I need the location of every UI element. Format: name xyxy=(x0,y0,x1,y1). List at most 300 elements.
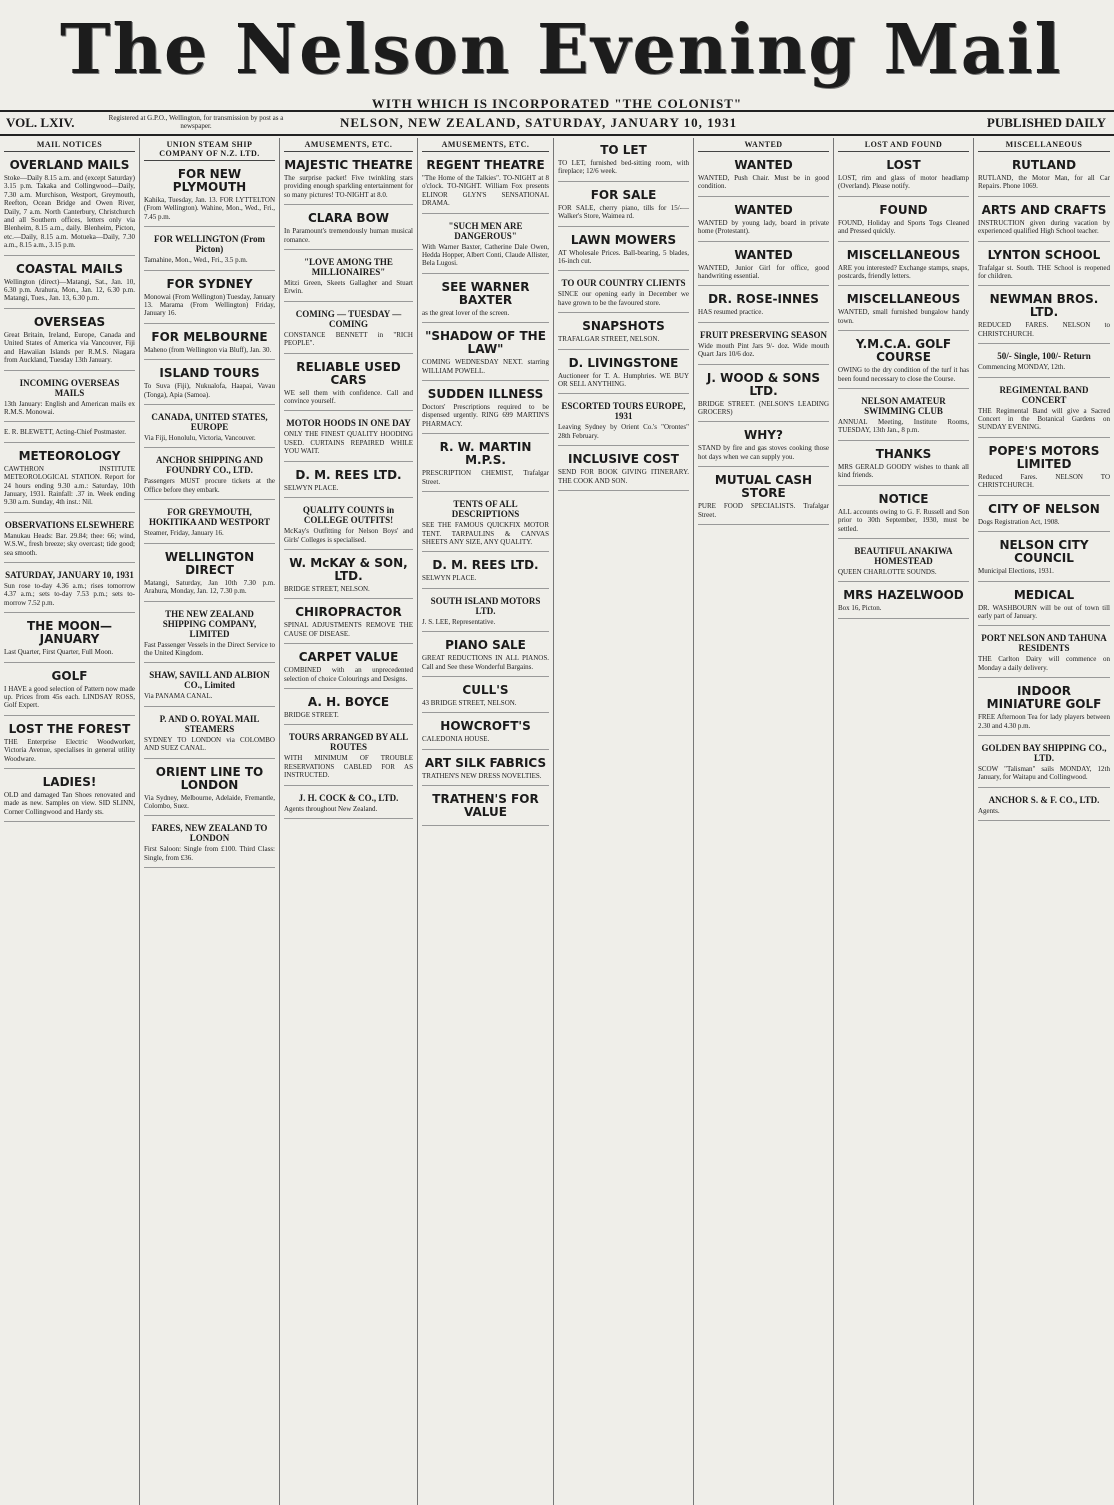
advertisement-heading: MISCELLANEOUS xyxy=(846,247,961,262)
advertisement-body: BRIDGE STREET, NELSON. xyxy=(284,584,370,593)
column-classifieds xyxy=(554,138,694,1505)
advertisement-heading: SNAPSHOTS xyxy=(582,319,665,334)
advertisement-heading: J. H. COCK & CO., LTD. xyxy=(298,792,399,803)
advertisement-body: COMBINED with an unprecedented selection of choice Colourings and Designs. xyxy=(284,666,413,683)
advertisement-body: Tamahine, Mon., Wed., Fri., 3.5 p.m. xyxy=(144,256,248,265)
advertisement xyxy=(422,384,549,434)
advertisement-heading: OVERLAND MAILS xyxy=(9,158,130,172)
advertisement-heading: A. H. BOYCE xyxy=(307,694,390,709)
advertisement-body: To Suva (Fiji), Nukualofa, Haapai, Vavau (Tonga), Apia (Samoa). xyxy=(144,382,275,399)
advertisement-heading: INCLUSIVE COST xyxy=(568,452,679,467)
masthead-subtitle: WITH WHICH IS INCORPORATED "THE COLONIST" xyxy=(371,96,743,111)
advertisement-body: In Paramount's tremendously human musical romance. xyxy=(284,227,413,244)
advertisement-body: Monowai (From Wellington) Tuesday, January 13. Marama (From Wellington) Friday, January 16. xyxy=(144,292,275,318)
advertisement xyxy=(698,326,829,365)
advertisement-body: DR. WASHBOURN will be out of town till early part of January. xyxy=(978,603,1110,620)
advertisement-heading: GOLDEN BAY SHIPPING CO., LTD. xyxy=(981,742,1107,763)
advertisement-body: Leaving Sydney by Orient Co.'s "Orontes" 28th February. xyxy=(558,423,689,440)
advertisement-body: THE Enterprise Electric Woodworker, Victoria Avenue, specialises in general utility Woodware. xyxy=(4,737,135,763)
advertisement-body: Via PANAMA CANAL. xyxy=(144,692,213,701)
advertisement xyxy=(144,164,275,227)
advertisement xyxy=(978,499,1110,532)
advertisement xyxy=(422,437,549,492)
advertisement xyxy=(838,200,969,242)
advertisement xyxy=(558,397,689,446)
column-lost-found xyxy=(834,138,974,1505)
advertisement-body: PRESCRIPTION CHEMIST, Trafalgar Street. xyxy=(422,469,549,486)
advertisement-heading: MAJESTIC THEATRE xyxy=(284,158,413,172)
advertisement-heading: DR. ROSE-INNES xyxy=(708,292,819,307)
advertisement-heading: COASTAL MAILS xyxy=(16,261,123,276)
advertisement xyxy=(422,495,549,552)
advertisement xyxy=(4,374,135,423)
advertisement-heading: "SHADOW OF THE LAW" xyxy=(425,329,546,357)
masthead xyxy=(0,0,1114,140)
advertisement xyxy=(838,392,969,441)
advertisement xyxy=(558,140,689,182)
advertisement-heading: TENTS OF ALL DESCRIPTIONS xyxy=(451,499,520,520)
advertisement xyxy=(558,230,689,272)
dateline-bar xyxy=(0,110,1114,136)
advertisement-body: E. R. BLEWETT, Acting-Chief Postmaster. xyxy=(4,428,126,437)
advertisement-heading: NELSON AMATEUR SWIMMING CLUB xyxy=(861,396,946,417)
column-header: MISCELLANEOUS xyxy=(978,140,1110,152)
registration-note: Registered at G.P.O., Wellington, for transmission by post as a newspaper. xyxy=(108,114,284,130)
published-daily: PUBLISHED DAILY xyxy=(986,115,1106,130)
advertisement-body: ONLY THE FINEST QUALITY HOODING USED. CURTAINS REPAIRED WHILE YOU WAIT. xyxy=(284,430,413,456)
advertisement xyxy=(698,245,829,287)
advertisement-heading: FOR WELLINGTON (From Picton) xyxy=(153,234,265,255)
advertisement xyxy=(284,208,413,250)
advertisement-body: THE Carlton Dairy will commence on Monday a daily delivery. xyxy=(978,655,1110,672)
advertisement-body: Via Fiji, Honolulu, Victoria, Vancouver. xyxy=(144,434,256,443)
advertisement xyxy=(284,553,413,599)
advertisement-body: Agents throughout New Zealand. xyxy=(284,804,378,813)
advertisement-heading: MEDICAL xyxy=(1013,587,1075,602)
advertisement xyxy=(838,444,969,486)
advertisement-heading: ESCORTED TOURS EUROPE, 1931 xyxy=(561,401,686,422)
advertisement xyxy=(978,585,1110,627)
advertisement xyxy=(4,259,135,309)
advertisement-heading: FOR SALE xyxy=(590,187,657,202)
advertisement-body: MRS GERALD GOODY wishes to thank all kind friends. xyxy=(838,462,969,480)
advertisement-body: FOUND, Holiday and Sports Togs Cleaned and Pressed quickly. xyxy=(838,218,969,236)
advertisement xyxy=(284,789,413,819)
advertisement xyxy=(144,327,275,360)
advertisement-body: ANNUAL Meeting, Institute Rooms, TUESDAY, 13th Jan., 8 p.m. xyxy=(838,418,969,435)
advertisement xyxy=(144,451,275,500)
advertisement xyxy=(4,312,135,371)
advertisement-heading: PORT NELSON AND TAHUNA RESIDENTS xyxy=(981,633,1107,654)
advertisement xyxy=(4,719,135,769)
advertisement-heading: CLARA BOW xyxy=(307,211,390,226)
advertisement xyxy=(144,363,275,405)
advertisement-body: SELWYN PLACE. xyxy=(422,574,477,583)
advertisement-body: Manukau Heads: Bar. 29.84; thee: 66; wind, W.S.W., fresh breeze; sky overcast; tide good; sea smooth. xyxy=(4,531,135,557)
advertisement-body: PURE FOOD SPECIALISTS. Trafalgar Street. xyxy=(698,502,829,519)
advertisement xyxy=(978,381,1110,438)
advertisement-body: Sun rose to-day 4.36 a.m.; rises tomorrow 4.37 a.m.; sets to-day 7.53 p.m.; sets to-morrow 7.52 p.m. xyxy=(4,581,135,607)
advertisement xyxy=(422,753,549,786)
advertisement xyxy=(4,425,135,442)
advertisement-body: as the great lover of the screen. xyxy=(422,308,510,317)
column-header: MAIL NOTICES xyxy=(4,140,135,152)
advertisement-body: CAWTHRON INSTITUTE METEOROLOGICAL STATION. Report for 24 hours ending 9.30 a.m.: Saturday, 10th January, 1931. Rainfall: .37 in. Week ending 9.30 a.m. Sunday, 4th inst.: Nil. xyxy=(4,464,135,507)
advertisement-heading: WANTED xyxy=(734,202,793,217)
advertisement xyxy=(284,501,413,550)
advertisement-heading: LOST THE FOREST xyxy=(8,721,131,736)
advertisement-heading: 50/- Single, 100/- Return xyxy=(997,351,1091,362)
newspaper-title: The Nelson Evening Mail xyxy=(60,10,1063,90)
advertisement xyxy=(284,253,413,302)
advertisement-body: I HAVE a good selection of Pattern now made up. Prices from 45s each. LINDSAY ROSS, Golf Expert. xyxy=(4,684,135,710)
advertisement-heading: ORIENT LINE TO LONDON xyxy=(155,764,264,792)
advertisement-body: TRATHEN'S NEW DRESS NOVELTIES. xyxy=(422,771,542,780)
advertisement-body: WE sell them with confidence. Call and convince yourself. xyxy=(284,388,413,406)
advertisement-heading: ANCHOR S. & F. CO., LTD. xyxy=(988,794,1100,805)
advertisement-heading: CARPET VALUE xyxy=(298,650,399,665)
advertisement xyxy=(4,516,135,563)
advertisement-heading: CULL'S xyxy=(462,682,509,697)
advertisement-body: Reduced Fares. NELSON TO CHRISTCHURCH. xyxy=(978,472,1110,490)
column-mail-notices xyxy=(0,138,140,1505)
column-shipping xyxy=(140,138,280,1505)
advertisement xyxy=(422,592,549,632)
advertisement xyxy=(558,353,689,395)
advertisement-heading: J. WOOD & SONS LTD. xyxy=(706,370,821,398)
advertisement-heading: Y.M.C.A. GOLF COURSE xyxy=(855,337,952,365)
advertisement-heading: CANADA, UNITED STATES, EUROPE xyxy=(151,412,268,433)
advertisement xyxy=(558,316,689,349)
advertisement-heading: REGIMENTAL BAND CONCERT xyxy=(999,384,1089,405)
advertisement xyxy=(144,408,275,448)
advertisement-body: SYDNEY TO LONDON via COLOMBO AND SUEZ CANAL. xyxy=(144,735,275,753)
advertisement xyxy=(4,772,135,822)
advertisement xyxy=(284,602,413,644)
advertisement-body: STAND by fire and gas stoves cooking those hot days when we can supply you. xyxy=(698,444,829,461)
advertisement-body: TO LET, furnished bed-sitting room, with fireplace; 12/6 week. xyxy=(558,159,689,176)
advertisement-heading: FRUIT PRESERVING SEASON xyxy=(699,329,828,340)
advertisement-body: HAS resumed practice. xyxy=(698,308,764,317)
advertisement-heading: THE MOON—JANUARY xyxy=(27,619,112,647)
advertisement-body: ARE you interested? Exchange stamps, snaps, postcards, friendly letters. xyxy=(838,263,969,281)
advertisement xyxy=(978,289,1110,344)
advertisement-body: 13th January: English and American mails ex R.M.S. Monowai. xyxy=(4,399,135,416)
advertisement-heading: INDOOR MINIATURE GOLF xyxy=(986,684,1102,712)
advertisement xyxy=(144,503,275,543)
advertisement xyxy=(558,274,689,313)
advertisement-body: BRIDGE STREET. (NELSON'S LEADING GROCERS) xyxy=(698,399,829,417)
advertisement-body: Dogs Registration Act, 1908. xyxy=(978,517,1060,526)
advertisement-body: Kahika, Tuesday, Jan. 13. FOR LYTTELTON (From Wellington). Wahine, Mon., Wed., Fri., 7.45 p.m. xyxy=(144,196,275,221)
advertisement-heading: TO OUR COUNTRY CLIENTS xyxy=(561,278,686,289)
advertisement-heading: HOWCROFT'S xyxy=(440,719,531,734)
advertisement-heading: NEWMAN BROS. LTD. xyxy=(989,292,1099,320)
advertisement xyxy=(4,616,135,662)
column-area xyxy=(0,138,1114,1505)
advertisement-heading: OVERSEAS xyxy=(33,314,106,329)
advertisement-body: TRAFALGAR STREET, NELSON. xyxy=(558,335,660,344)
advertisement-body: REDUCED FARES. NELSON to CHRISTCHURCH. xyxy=(978,321,1110,338)
advertisement-body: With Warner Baxter, Catherine Dale Owen, Hedda Hopper, Albert Conti, Claude Allister, Bela Lugosi. xyxy=(422,242,549,268)
advertisement xyxy=(422,555,549,588)
advertisement xyxy=(698,470,829,525)
advertisement xyxy=(284,305,413,354)
advertisement-body: Steamer, Friday, January 16. xyxy=(144,529,224,538)
advertisement xyxy=(698,200,829,242)
advertisement-heading: FOUND xyxy=(879,202,928,217)
issue-date: NELSON, NEW ZEALAND, SATURDAY, JANUARY 10, 1931 xyxy=(340,115,738,130)
advertisement xyxy=(4,155,135,256)
advertisement-body: The surprise packet! Five twinkling stars providing enough sparkling entertainment for so many pictures! TO-NIGHT at 8.0. xyxy=(284,174,413,199)
advertisement-body: J. S. LEE, Representative. xyxy=(422,617,496,626)
advertisement-heading: SATURDAY, JANUARY 10, 1931 xyxy=(5,569,134,580)
advertisement-heading: LADIES! xyxy=(42,775,97,790)
advertisement xyxy=(284,728,413,785)
advertisement-body: Auctioneer for T. A. Humphries. WE BUY OR SELL ANYTHING. xyxy=(558,371,689,389)
advertisement-heading: W. McKAY & SON, LTD. xyxy=(289,555,408,583)
advertisement-heading: MOTOR HOODS IN ONE DAY xyxy=(286,418,411,429)
advertisement-body: Municipal Elections, 1931. xyxy=(978,567,1054,576)
advertisement-body: SEND FOR BOOK GIVING ITINERARY. THE COOK AND SON. xyxy=(558,468,689,485)
advertisement-heading: SEE WARNER BAXTER xyxy=(441,279,530,307)
column-header: AMUSEMENTS, ETC. xyxy=(284,140,413,152)
advertisement-body: GREAT REDUCTIONS IN ALL PIANOS. Call and See these Wonderful Bargains. xyxy=(422,654,549,671)
advertisement xyxy=(422,217,549,274)
column-miscellaneous xyxy=(974,138,1114,1505)
advertisement-heading: WHY? xyxy=(744,428,783,443)
advertisement xyxy=(144,274,275,324)
advertisement xyxy=(838,542,969,582)
advertisement xyxy=(978,200,1110,242)
advertisement-heading: MUTUAL CASH STORE xyxy=(714,473,813,501)
advertisement xyxy=(422,789,549,826)
advertisement-body: RUTLAND, the Motor Man, for all Car Repairs. Phone 1069. xyxy=(978,174,1110,191)
advertisement-heading: MRS HAZELWOOD xyxy=(843,588,964,603)
advertisement-body: Stoke—Daily 8.15 a.m. and (except Saturday) 3.15 p.m. Takaka and Collingwood—Daily, 7.30 a.m. Murchison, Westport, Greymouth, Reefton, Ocean Bridge and Owen River, Daily, 7 a.m. North Canterbury, Christchurch and all Southern offices, letters only via Blenheim, 8.15 a.m., daily. Blenheim, Picton, etc.—Daily, 8.15 a.m. Motueka—Daily, 7.30 a.m., 8.15 a.m., 3.15 p.m. xyxy=(4,174,135,250)
advertisement-body: Matangi, Saturday, Jan 10th 7.30 p.m. Arahura, Monday, Jan. 12, 7.30 p.m. xyxy=(144,578,275,596)
advertisement-body: Maheno (from Wellington via Bluff), Jan. 30. xyxy=(144,345,272,354)
advertisement-body: BRIDGE STREET. xyxy=(284,710,339,719)
advertisement-body: Doctors' Prescriptions required to be dispensed urgently. RING 699 MARTIN'S PHARMACY. xyxy=(422,403,549,428)
advertisement xyxy=(698,289,829,322)
advertisement xyxy=(144,819,275,868)
advertisement xyxy=(698,368,829,423)
advertisement-heading: NOTICE xyxy=(878,491,929,506)
advertisement-heading: ANCHOR SHIPPING AND FOUNDRY CO., LTD. xyxy=(155,455,263,476)
advertisement xyxy=(838,289,969,331)
column-amusements-2 xyxy=(418,138,554,1505)
advertisement-heading: SHAW, SAVILL AND ALBION CO., Limited xyxy=(149,670,270,691)
advertisement-heading: D. LIVINGSTONE xyxy=(568,355,679,370)
advertisement-heading: FOR MELBOURNE xyxy=(151,329,268,344)
advertisement-heading: D. M. REES LTD. xyxy=(432,558,539,573)
advertisement-body: Wide mouth Pint Jars 9/- doz. Wide mouth Quart Jars 10/6 doz. xyxy=(698,341,829,359)
column-wanted xyxy=(694,138,834,1505)
advertisement-body: SINCE our opening early in December we have grown to be the favoured store. xyxy=(558,290,689,307)
advertisement-heading: R. W. MARTIN M.P.S. xyxy=(439,440,532,468)
advertisement-heading: LYNTON SCHOOL xyxy=(987,247,1101,262)
advertisement-body: SPINAL ADJUSTMENTS REMOVE THE CAUSE OF DISEASE. xyxy=(284,621,413,638)
advertisement-heading: SUDDEN ILLNESS xyxy=(427,387,544,402)
advertisement-heading: LAWN MOWERS xyxy=(570,232,677,247)
advertisement-heading: ISLAND TOURS xyxy=(159,366,260,381)
advertisement-heading: WANTED xyxy=(734,158,793,172)
advertisement-body: Passengers MUST procure tickets at the Office before they embark. xyxy=(144,477,275,494)
advertisement xyxy=(558,449,689,491)
advertisement-body: CALEDONIA HOUSE. xyxy=(422,735,490,744)
advertisement-heading: FOR NEW PLYMOUTH xyxy=(172,167,247,194)
advertisement xyxy=(978,245,1110,287)
advertisement xyxy=(4,446,135,513)
advertisement-heading: PIANO SALE xyxy=(445,638,526,653)
advertisement-heading: FARES, NEW ZEALAND TO LONDON xyxy=(151,823,268,844)
advertisement xyxy=(284,414,413,461)
advertisement-body: Agents. xyxy=(978,806,1000,815)
advertisement-body: WANTED by young lady, board in private home (Protestant). xyxy=(698,218,829,236)
advertisement-body: THE Regimental Band will give a Sacred Concert in the Botanical Gardens on SUNDAY EVENING. xyxy=(978,406,1110,432)
advertisement-body: ALL accounts owing to G. F. Russell and Son prior to 30th September, 1930, must be settled. xyxy=(838,507,969,533)
advertisement-body: WANTED, small furnished bungalow handy town. xyxy=(838,308,969,325)
advertisement-heading: QUALITY COUNTS in COLLEGE OUTFITS! xyxy=(302,505,395,526)
advertisement-heading: CITY OF NELSON xyxy=(988,501,1100,516)
advertisement xyxy=(422,326,549,381)
advertisement-body: First Saloon: Single from £100. Third Class: Single, from £36. xyxy=(144,845,275,862)
advertisement-heading: ART SILK FABRICS xyxy=(424,755,547,770)
advertisement-heading: FOR GREYMOUTH, HOKITIKA AND WESTPORT xyxy=(148,507,271,528)
advertisement-body: Commencing MONDAY, 12th. xyxy=(978,363,1066,372)
advertisement xyxy=(978,535,1110,581)
advertisement-body: SCOW "Talisman" sails MONDAY, 12th January, for Waitapu and Collingwood. xyxy=(978,764,1110,782)
advertisement-heading: NELSON CITY COUNCIL xyxy=(999,538,1089,566)
advertisement-body: OLD and damaged Tan Shoes renovated and made as new. Samples on view. SID SLINN, Corner Collingwood and Hardy sts. xyxy=(4,791,135,816)
advertisement xyxy=(978,441,1110,496)
column-header: UNION STEAM SHIP COMPANY OF N.Z. LTD. xyxy=(144,140,275,161)
advertisement-heading: D. M. REES LTD. xyxy=(295,467,402,482)
advertisement-body: Last Quarter, First Quarter, Full Moon. xyxy=(4,648,114,657)
advertisement-heading: METEOROLOGY xyxy=(18,448,121,463)
advertisement-body: Wellington (direct)—Matangi, Sat., Jan. 10, 6.30 p.m. Arahura, Mon., Jan. 12, 6.30 p.m. Matangi, Tues., Jan. 13, 6.30 p.m. xyxy=(4,277,135,303)
advertisement-body: OWING to the dry condition of the turf it has been found necessary to close the Course. xyxy=(838,366,969,383)
advertisement xyxy=(4,566,135,613)
column-header: LOST AND FOUND xyxy=(838,140,969,152)
advertisement-heading: BEAUTIFUL ANAKIWA HOMESTEAD xyxy=(854,545,953,566)
advertisement xyxy=(284,647,413,689)
advertisement-body: WANTED, Push Chair. Must be in good condition. xyxy=(698,174,829,191)
advertisement-body: SELWYN PLACE. xyxy=(284,483,339,492)
advertisement-body: "The Home of the Talkies". TO-NIGHT at 8 o'clock. TO-NIGHT. William Fox presents ELINOR GLYN'S SENSATIONAL DRAMA. xyxy=(422,174,549,208)
advertisement-body: Box 16, Picton. xyxy=(838,604,882,613)
advertisement xyxy=(978,739,1110,788)
advertisement xyxy=(284,692,413,725)
advertisement xyxy=(284,155,413,205)
advertisement-body: Great Britain, Ireland, Europe, Canada and United States of America via Vancouver, Fiji and Hawaiian Islands per R.M.S. Niagara from Auckland, Tuesday 13th January. xyxy=(4,330,135,365)
advertisement xyxy=(838,245,969,287)
advertisement-body: FREE Afternoon Tea for lady players between 2.30 and 4.30 p.m. xyxy=(978,713,1110,730)
advertisement xyxy=(4,666,135,716)
advertisement-heading: "LOVE AMONG THE MILLIONAIRES" xyxy=(304,257,393,278)
advertisement xyxy=(144,710,275,759)
advertisement xyxy=(838,585,969,618)
advertisement xyxy=(144,230,275,270)
advertisement xyxy=(422,680,549,713)
advertisement-heading: TRATHEN'S FOR VALUE xyxy=(432,792,539,820)
advertisement xyxy=(838,489,969,539)
advertisement-body: WANTED, Junior Girl for office, good handwriting essential. xyxy=(698,263,829,281)
advertisement-heading: THANKS xyxy=(875,446,932,461)
advertisement-heading: OBSERVATIONS ELSEWHERE xyxy=(4,519,135,530)
advertisement-body: QUEEN CHARLOTTE SOUNDS. xyxy=(838,567,937,576)
advertisement-body: Via Sydney, Melbourne, Adelaide, Fremantle, Colombo, Suez. xyxy=(144,793,275,810)
advertisement-body: WITH MINIMUM OF TROUBLE RESERVATIONS CABLED FOR AS INSTRUCTED. xyxy=(284,754,413,780)
advertisement xyxy=(978,155,1110,197)
advertisement xyxy=(838,334,969,389)
advertisement xyxy=(144,605,275,664)
advertisement-heading: WANTED xyxy=(734,247,793,262)
advertisement-heading: GOLF xyxy=(51,668,88,683)
advertisement xyxy=(838,155,969,197)
advertisement-heading: RUTLAND xyxy=(1011,158,1077,172)
advertisement-body: LOST, rim and glass of motor headlamp (Overland). Please notify. xyxy=(838,174,969,191)
column-amusements-1 xyxy=(280,138,418,1505)
advertisement-body: SEE THE FAMOUS QUICKFIX MOTOR TENT. TARPAULINS & CANVAS SHEETS ANY SIZE, ANY QUALITY. xyxy=(422,521,549,546)
advertisement-body: Trafalgar st. South. THE School is reopened for children. xyxy=(978,263,1110,281)
advertisement-body: INSTRUCTION given during vacation by experienced qualified High School teacher. xyxy=(978,218,1110,236)
advertisement-heading: WELLINGTON DIRECT xyxy=(164,549,255,577)
advertisement xyxy=(978,681,1110,736)
advertisement-heading: RELIABLE USED CARS xyxy=(296,359,401,387)
advertisement-body: FOR SALE, cherry piano, tills for 15/-—Walker's Store, Waimea rd. xyxy=(558,203,689,221)
advertisement xyxy=(422,716,549,749)
advertisement xyxy=(422,635,549,677)
advertisement xyxy=(144,547,275,602)
advertisement-body: COMING WEDNESDAY NEXT. starring WILLIAM POWELL. xyxy=(422,358,549,375)
advertisement xyxy=(144,666,275,706)
advertisement-body: Fast Passenger Vessels in the Direct Service to the United Kingdom. xyxy=(144,640,275,657)
advertisement xyxy=(698,425,829,467)
advertisement xyxy=(558,185,689,227)
advertisement-body: AT Wholesale Prices. Ball-bearing, 5 blades, 16-inch cut. xyxy=(558,248,689,266)
advertisement-heading: THE NEW ZEALAND SHIPPING COMPANY, LIMITED xyxy=(162,608,257,639)
advertisement-heading: MISCELLANEOUS xyxy=(846,292,961,307)
advertisement-heading: SOUTH ISLAND MOTORS LTD. xyxy=(430,595,541,616)
advertisement xyxy=(284,357,413,412)
advertisement xyxy=(698,155,829,197)
advertisement xyxy=(422,277,549,323)
advertisement-heading: TO LET xyxy=(600,143,647,157)
advertisement xyxy=(978,791,1110,821)
advertisement-heading: FOR SYDNEY xyxy=(166,276,253,291)
column-header: AMUSEMENTS, ETC. xyxy=(422,140,549,152)
advertisement-heading: P. AND O. ROYAL MAIL STEAMERS xyxy=(159,713,260,734)
advertisement xyxy=(144,762,275,817)
column-header: WANTED xyxy=(698,140,829,152)
advertisement-heading: LOST xyxy=(886,158,921,172)
advertisement xyxy=(422,155,549,214)
advertisement-heading: POPE'S MOTORS LIMITED xyxy=(988,443,1100,471)
volume-number: VOL. LXIV. xyxy=(6,115,75,130)
advertisement-heading: "SUCH MEN ARE DANGEROUS" xyxy=(448,220,523,241)
advertisement-heading: ARTS AND CRAFTS xyxy=(981,202,1107,217)
advertisement xyxy=(978,347,1110,377)
advertisement-body: CONSTANCE BENNETT in "RICH PEOPLE". xyxy=(284,330,413,348)
advertisement-heading: INCOMING OVERSEAS MAILS xyxy=(19,377,120,398)
advertisement-body: 43 BRIDGE STREET, NELSON. xyxy=(422,698,517,707)
advertisement xyxy=(978,629,1110,678)
advertisement-heading: CHIROPRACTOR xyxy=(295,605,402,620)
advertisement-heading: COMING — TUESDAY — COMING xyxy=(295,308,402,329)
advertisement-heading: REGENT THEATRE xyxy=(426,158,545,172)
